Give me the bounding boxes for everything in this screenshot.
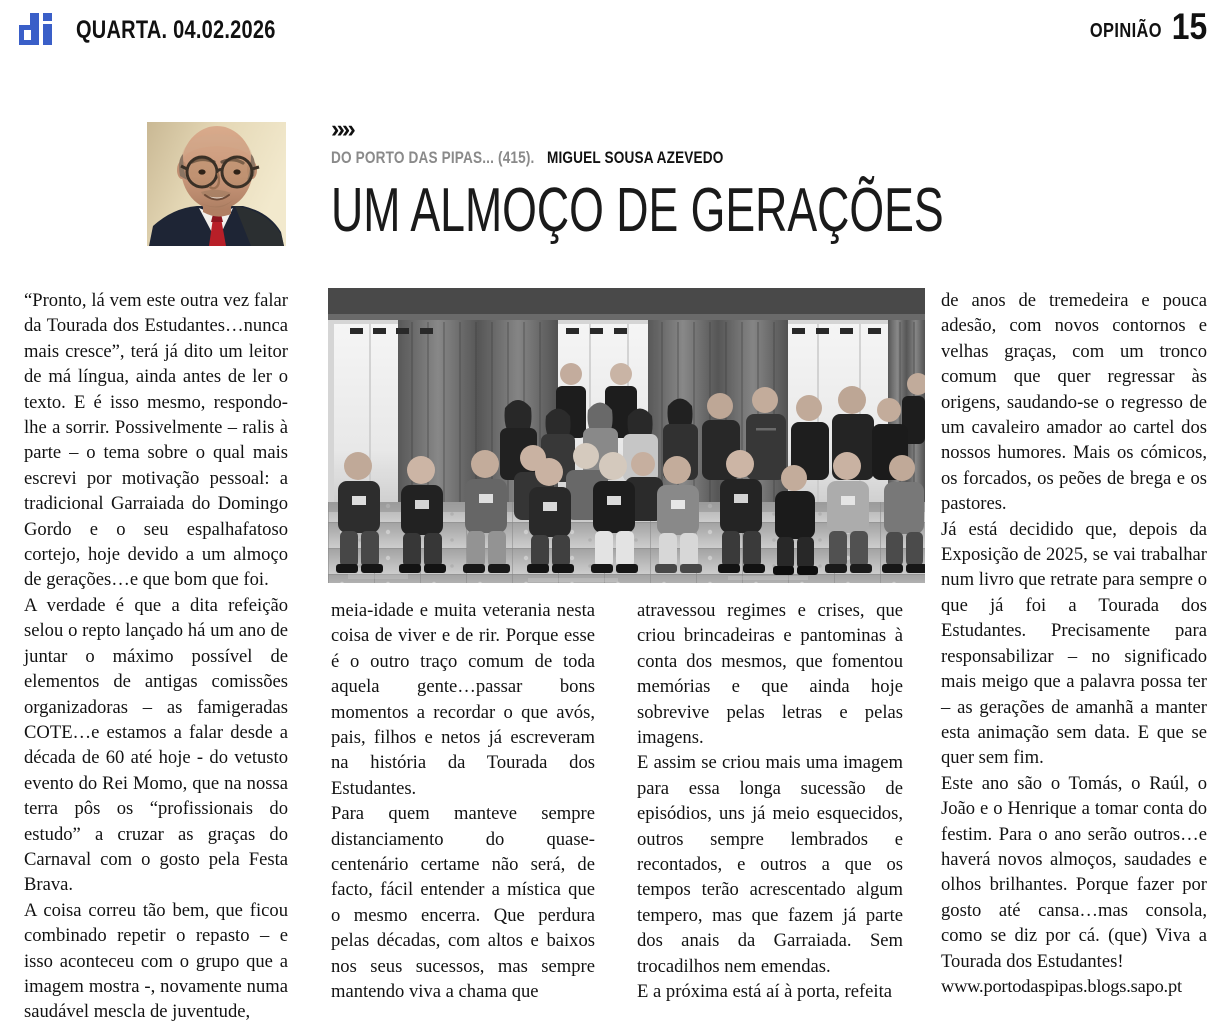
masthead-date: QUARTA. 04.02.2026 bbox=[76, 16, 276, 44]
paragraph: “Pronto, lá vem este outra vez falar da Tourada dos Estudantes…nunca mais cresce”, terá já dito um leitor de má língua, ainda antes de ler o texto. E é isso mesmo, respondo-lhe a sorrir. Possivelmente – ralis à parte – o tema sobre o qual mais escrevi por motivação pessoal: a tradicional Garraiada do Domingo Gordo e o seu espalhafatoso cortejo, hoje devido a um almoço de gerações…e que bom que foi. bbox=[24, 290, 288, 591]
kicker-topic: DO PORTO DAS PIPAS... (415). bbox=[331, 148, 535, 167]
paragraph: Já está decidido que, depois da Exposição de 2025, se vai trabalhar num livro que retrate para sempre o que já foi a Tourada dos Estudantes. Precisamente para responsabilizar – no significado mais meigo que a palavra possa ter – as gerações de amanhã a manter esta animação sem data. E que se quer sem fim. bbox=[941, 518, 1207, 769]
article-author: MIGUEL SOUSA AZEVEDO bbox=[547, 148, 724, 167]
paragraph: atravessou regimes e crises, que criou brincadeiras e pantominas à conta dos mesmos, que fomentou memórias e que ainda hoje sobrevive pelas letras e pelas imagens. bbox=[637, 600, 903, 749]
paragraph: E a próxima está aí à porta, refeita bbox=[637, 981, 893, 1003]
author-blog-url[interactable]: www.portodaspipas.blogs.sapo.pt bbox=[941, 975, 1182, 996]
body-column-1 bbox=[24, 288, 288, 1025]
body-column-2 bbox=[331, 598, 595, 1005]
body-column-3 bbox=[637, 598, 903, 1005]
kicker bbox=[331, 148, 931, 168]
paragraph: de anos de tremedeira e pouca adesão, com novos contornos e velhas graças, com um tronco comum que quer regressar às origens, saudando-se o regresso de um cavaleiro amador ao cartel dos nossos humores. Mais os cómicos, os forcados, os peões de brega e os pastores. bbox=[941, 290, 1207, 515]
author-portrait-image bbox=[147, 122, 286, 246]
article-group-photo bbox=[328, 288, 925, 583]
paragraph: Este ano são o Tomás, o Raúl, o João e o Henrique a tomar conta do festim. Para o ano serão outros…e haverá novos almoços, saudades e olhos brilhantes. Porque fazer por gosto até cansa…mas consola, como se diz por cá. (que) Viva a Tourada dos Estudantes! bbox=[941, 772, 1207, 972]
paragraph: Para quem manteve sempre distanciamento do quase-centenário certame não será, de facto, fácil entender a mística que o mesmo encerra. Que perdura pelas décadas, com altos e baixos nos seus sucessos, mas sempre mantendo viva a chama que bbox=[331, 803, 595, 1003]
paragraph: A verdade é que a dita refeição selou o repto lançado há um ano de juntar o máximo possível de elementos de antigas comissões organizadoras – as famigeradas COTE…e estamos a falar desde a década de 60 até hoje - do vetusto evento do Rei Momo, que na nossa terra pôs os “profissionais do estudo” a cruzar as graças do Carnaval com o gosto pela Festa Brava. bbox=[24, 594, 288, 896]
paragraph: A coisa correu tão bem, que ficou combinado repetir o repasto – e isso aconteceu com o grupo que a imagem mostra -, novamente numa saudável mescla de juventude, bbox=[24, 899, 288, 1023]
article-header bbox=[331, 115, 944, 284]
article-headline: UM ALMOÇO DE GERAÇÕES bbox=[331, 176, 944, 245]
double-chevron-right-icon: »» bbox=[331, 115, 353, 143]
di-logo-icon[interactable] bbox=[19, 13, 65, 45]
page-number: 15 bbox=[1171, 6, 1207, 47]
body-column-4 bbox=[941, 288, 1207, 999]
masthead-section-label: OPINIÃO bbox=[1089, 20, 1162, 42]
paragraph: meia-idade e muita veterania nesta coisa de viver e de rir. Porque esse é o outro traço comum de toda aquela gente…passar bons momentos a recordar o que avós, pais, filhos e netos já escreveram na história da Tourada dos Estudantes. bbox=[331, 600, 595, 799]
masthead bbox=[0, 0, 1224, 58]
paragraph: E assim se criou mais uma imagem para essa longa sucessão de episódios, uns já meio esquecidos, outros sempre lembrados e recontados, e outros a que os tempos terão acrescentado algum tempero, mas que fazem já parte dos anais da Garraiada. Sem trocadilhos nem emendas. bbox=[637, 752, 903, 977]
